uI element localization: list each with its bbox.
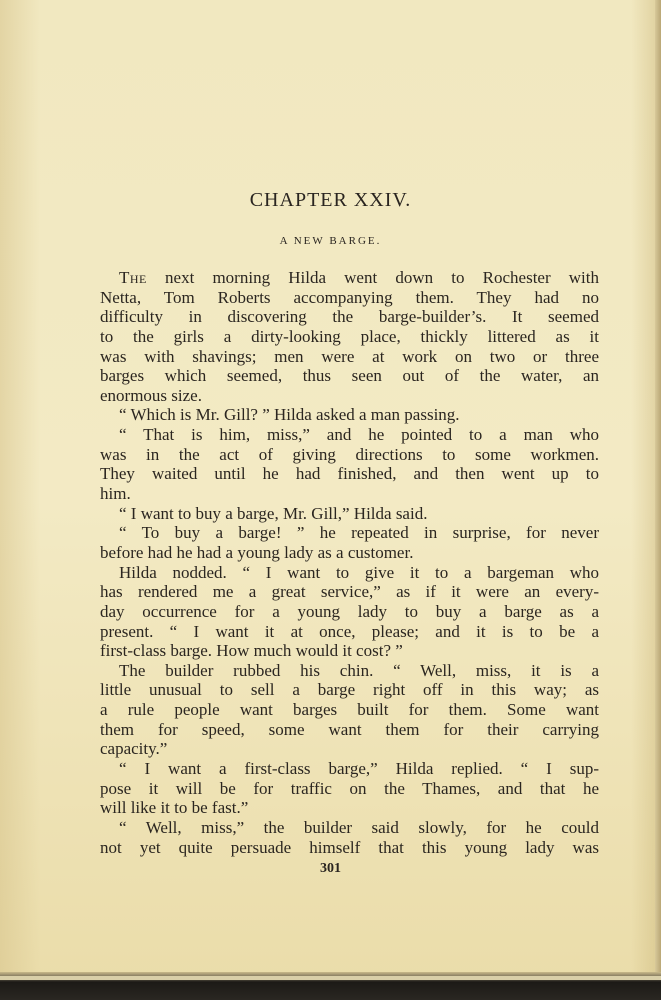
text-line: capacity.” [100,739,168,759]
text-line: day occurrence for a young lady to buy a barge as a [100,601,599,621]
text-line: “ I want to buy a barge, Mr. Gill,” Hilda said. [119,503,428,523]
text-line: “ That is him, miss,” and he pointed to a man who [119,425,599,445]
text-line: “ Which is Mr. Gill? ” Hilda asked a man passing. [119,405,460,425]
text-line: Hilda nodded. “ I want to give it to a bargeman who [119,562,599,582]
opening-word: The [119,268,147,287]
text-line: pose it will be for traffic on the Thames, and that he [100,778,599,798]
text-line: barges which seemed, thus seen out of the water, an [100,366,599,386]
text-line: “ To buy a barge! ” he repeated in surprise, for never [119,523,599,543]
page-edge-right [655,0,661,975]
text-line: They waited until he had finished, and then went up to [100,464,599,484]
text-line: before had he had a young lady as a customer. [100,542,414,562]
text-line: a rule people want barges built for them. Some want [100,700,599,720]
text-line: “ Well, miss,” the builder said slowly, for he could [119,817,599,837]
text-line: Netta, Tom Roberts accompanying them. They had no [100,287,599,307]
text-line: The builder rubbed his chin. “ Well, miss, it is a [119,660,599,680]
text-line: first-class barge. How much would it cost? ” [100,641,403,661]
text-line: difficulty in discovering the barge-builder’s. It seemed [100,307,599,327]
text-line: to the girls a dirty-looking place, thickly littered as it [100,326,599,346]
text-line: them for speed, some want them for their carrying [100,719,599,739]
page-number: 301 [320,861,341,876]
text-line: was with shavings; men were at work on two or three [100,346,599,366]
text-line: has rendered me a great service,” as if it were an every- [100,582,599,602]
text-line: “ I want a first-class barge,” Hilda replied. “ I sup- [119,759,599,779]
page-edge-strip [0,976,661,980]
text-line: little unusual to sell a barge right off in this way; as [100,680,599,700]
text-line: present. “ I want it at once, please; and it is to be a [100,621,599,641]
chapter-title: CHAPTER XXIV. [249,189,412,211]
text-line: enormous size. [100,385,202,405]
text-line: was in the act of giving directions to some workmen. [100,444,599,464]
chapter-subtitle: A NEW BARGE. [279,235,382,247]
text-line: The next morning Hilda went down to Rochester with [119,268,599,287]
page-edge-bottom [0,972,661,1000]
body-text [100,268,599,857]
text-line: will like it to be fast.” [100,798,249,818]
text-line: not yet quite persuade himself that this young lady was [100,837,599,857]
text-line: him. [100,484,131,504]
